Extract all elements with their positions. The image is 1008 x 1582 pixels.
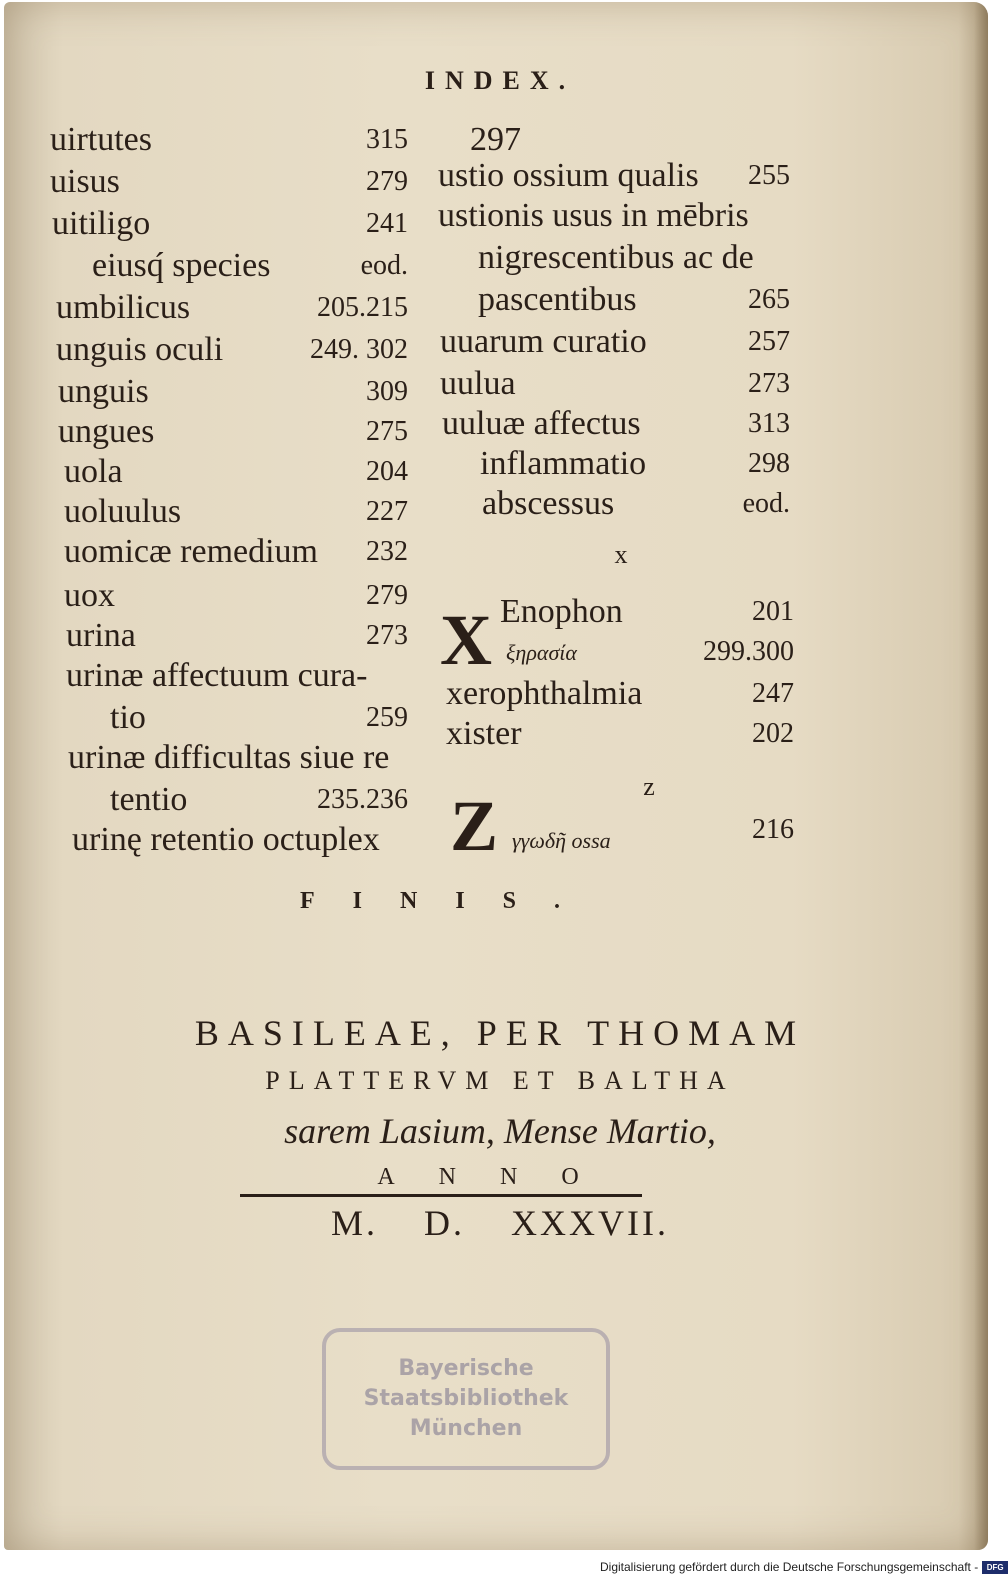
- digitization-credit: [600, 1556, 1004, 1578]
- imprint-line-2: PLATTERVM ET BALTHA: [265, 1066, 735, 1095]
- index-entry-term: uoluulus: [64, 493, 182, 530]
- index-entry-page: 247: [752, 678, 794, 709]
- index-entry-page: 204: [366, 456, 408, 487]
- index-entry-term: ustio ossium qualis: [438, 157, 699, 194]
- index-entry-term: inflammatio: [480, 445, 647, 482]
- index-entry-page: 299.300: [703, 636, 794, 667]
- stamp-line: München: [409, 1416, 523, 1441]
- index-entry-page: 202: [752, 718, 794, 749]
- index-entry-page: 235.236: [317, 784, 408, 815]
- index-entry-term: uox: [64, 577, 115, 614]
- index-entry-page: 259: [366, 702, 408, 733]
- page-edge-shadow: [974, 2, 988, 1550]
- index-entry-term: uitiligo: [52, 205, 151, 242]
- index-entry-term: xister: [446, 715, 522, 752]
- index-entry-term: unguis oculi: [56, 331, 224, 368]
- index-entry-term: urinæ difficultas siue re: [68, 739, 390, 776]
- index-entry-term: urina: [66, 617, 136, 654]
- index-entry-term: abscessus: [482, 485, 615, 522]
- index-entry-term: eiusq́ species: [92, 247, 271, 284]
- index-entry-page: 227: [366, 496, 408, 527]
- index-entry-page: 205.215: [317, 292, 408, 323]
- index-entry-term: ungues: [58, 413, 155, 450]
- index-entry-page: 249. 302: [310, 334, 408, 365]
- index-entry-term: ξηρασία: [506, 640, 577, 665]
- index-entry-term: uisus: [50, 163, 120, 200]
- index-entry-term: γγωδῆ ossa: [512, 828, 611, 853]
- finis-mark: FINIS.: [300, 888, 599, 914]
- index-entry-term: uomicæ remedium: [64, 533, 319, 570]
- index-entry-term: unguis: [58, 373, 149, 410]
- section-x-heading: x: [614, 540, 628, 569]
- index-entry-term: uola: [64, 453, 123, 490]
- index-entry-term: nigrescentibus ac de: [478, 239, 754, 276]
- index-entry-term: uirtutes: [50, 121, 152, 158]
- index-entry-page: 313: [748, 408, 790, 439]
- running-head: INDEX.: [424, 66, 576, 95]
- index-entry-term: uulua: [440, 365, 516, 402]
- imprint-line-5: M. D. XXXVII.: [331, 1203, 669, 1243]
- index-entry-term: uuluæ affectus: [442, 405, 641, 442]
- stamp-line: Staatsbibliothek: [363, 1386, 569, 1411]
- section-z-heading: z: [643, 772, 655, 801]
- index-entry-term: Enophon: [500, 593, 623, 630]
- index-entry-term: tio: [110, 699, 146, 736]
- index-entry-page: 265: [748, 284, 790, 315]
- index-entry-term: ustionis usus in mēbris: [438, 197, 749, 234]
- index-entry-page: 309: [366, 376, 408, 407]
- index-entry-page: 275: [366, 416, 408, 447]
- index-entry-page: 273: [366, 620, 408, 651]
- dfg-logo: DFG: [982, 1561, 1008, 1574]
- index-entry-page: eod.: [742, 488, 790, 519]
- imprint-line-3: sarem Lasium, Mense Martio,: [284, 1111, 716, 1151]
- index-entry-page: 255: [748, 160, 790, 191]
- section-x-initial: X: [440, 600, 492, 680]
- index-entry-page: 315: [366, 124, 408, 155]
- imprint-rule: [240, 1194, 642, 1197]
- library-stamp: [322, 1328, 610, 1470]
- stamp-line: Bayerische: [398, 1356, 534, 1381]
- index-entry-page: 216: [752, 814, 794, 845]
- index-entry-term: urinæ affectuum cura-: [66, 657, 368, 694]
- index-entry-term: xerophthalmia: [446, 675, 643, 712]
- credit-text: Digitalisierung gefördert durch die Deutsche Forschungsgemeinschaft -: [600, 1560, 979, 1574]
- index-entry-term: urinę retentio octuplex: [72, 821, 380, 858]
- index-entry-page: 279: [366, 166, 408, 197]
- index-entry-page: 257: [748, 326, 790, 357]
- index-entry-term: 297: [470, 121, 521, 158]
- index-entry-term: umbilicus: [56, 289, 191, 326]
- section-z-initial: Z: [450, 786, 499, 866]
- index-entry-page: 279: [366, 580, 408, 611]
- imprint-line-1: BASILEAE, PER THOMAM: [194, 1013, 806, 1053]
- index-entry-term: pascentibus: [478, 281, 637, 318]
- index-entry-page: 273: [748, 368, 790, 399]
- index-entry-page: 232: [366, 536, 408, 567]
- index-entry-term: tentio: [110, 781, 188, 818]
- index-entry-page: 241: [366, 208, 408, 239]
- index-entry-term: uuarum curatio: [440, 323, 647, 360]
- index-entry-page: 298: [748, 448, 790, 479]
- index-entry-page: 201: [752, 596, 794, 627]
- index-entry-page: eod.: [360, 250, 408, 281]
- imprint-line-4: ANNO: [377, 1164, 623, 1190]
